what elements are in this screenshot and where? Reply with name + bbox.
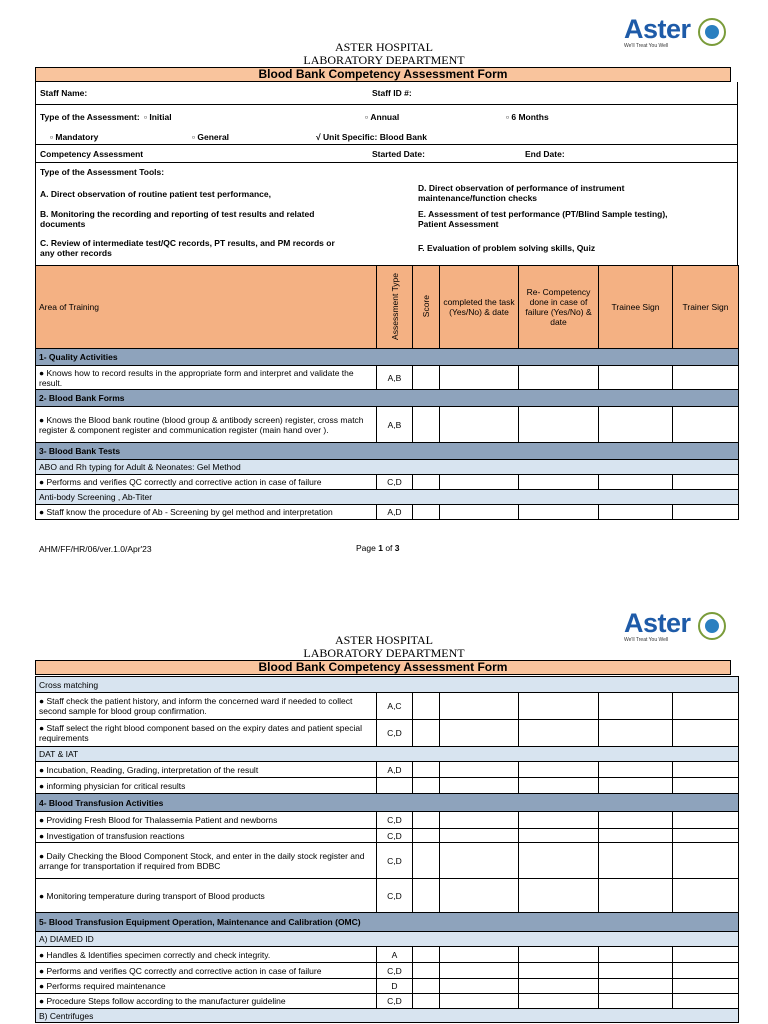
col-assessment-type: Assessment Type xyxy=(377,266,413,349)
logo-wordmark: Aster xyxy=(624,608,691,638)
tool-e: E. Assessment of test performance (PT/Blind Sample testing), Patient Assessment xyxy=(418,209,668,229)
tools-title: Type of the Assessment Tools: xyxy=(40,167,165,177)
form-title: Blood Bank Competency Assessment Form xyxy=(35,67,731,82)
table-row: ● Knows how to record results in the appropriate form and interpret and validate the result. A,B xyxy=(36,366,739,390)
logo-tagline: We'll Treat You Well xyxy=(624,637,669,643)
page-header xyxy=(0,41,768,67)
staff-name-label: Staff Name: xyxy=(40,88,88,98)
staff-info-block xyxy=(35,82,738,266)
section-heading: 4- Blood Transfusion Activities xyxy=(36,794,739,812)
assessment-table-page1 xyxy=(35,265,739,520)
tool-c: C. Review of intermediate test/QC records, PT results, and PM records or any other records xyxy=(40,238,335,258)
table-row: ● Staff select the right blood component based on the expiry dates and patient special requirements C,D xyxy=(36,720,739,747)
started-date-label: Started Date: xyxy=(372,149,425,159)
unit-specific: √ Unit Specific: Blood Bank xyxy=(316,132,427,142)
doc-code: AHM/FF/HR/06/ver.1.0/Apr'23 xyxy=(39,544,152,554)
table-row: ● Providing Fresh Blood for Thalassemia Patient and newborns C,D xyxy=(36,812,739,829)
tool-f: F. Evaluation of problem solving skills, Quiz xyxy=(418,243,596,253)
table-row: ● Procedure Steps follow according to the manufacturer guideline C,D xyxy=(36,994,739,1009)
subsection-heading: B) Centrifuges xyxy=(36,1009,739,1023)
table-row: ● Daily Checking the Blood Component Stock, and enter in the daily stock register and arrange for transportation if required from BDBC C,D xyxy=(36,843,739,879)
table-row: ● Staff check the patient history, and inform the concerned ward if needed to collect second sample for blood group confirmation. A,C xyxy=(36,693,739,720)
subsection-heading: Anti-body Screening , Ab-Titer xyxy=(36,490,739,505)
tool-d: D. Direct observation of performance of instrument maintenance/function checks xyxy=(418,183,625,203)
tool-b: B. Monitoring the recording and reporting of test results and related documents xyxy=(40,209,315,229)
logo-tagline: We'll Treat You Well xyxy=(624,43,669,49)
subsection-heading: ABO and Rh typing for Adult & Neonates: Gel Method xyxy=(36,460,739,475)
col-trainer-sign: Trainer Sign xyxy=(673,266,739,349)
page-number: Page 1 of 3 xyxy=(356,543,400,553)
section-heading: 2- Blood Bank Forms xyxy=(36,390,739,407)
col-completed: completed the task (Yes/No) & date xyxy=(440,266,519,349)
table-row: ● Staff know the procedure of Ab - Screening by gel method and interpretation A,D xyxy=(36,505,739,520)
table-row: ● Monitoring temperature during transport of Blood products C,D xyxy=(36,879,739,913)
section-heading: 3- Blood Bank Tests xyxy=(36,443,739,460)
col-area: Area of Training xyxy=(36,266,377,349)
tool-a: A. Direct observation of routine patient test performance, xyxy=(40,189,271,199)
checkbox-six-months[interactable]: ▫ 6 Months xyxy=(506,112,549,122)
col-trainee-sign: Trainee Sign xyxy=(599,266,673,349)
table-row: ● Performs required maintenance D xyxy=(36,979,739,994)
checkbox-mandatory[interactable]: ▫ Mandatory xyxy=(50,132,99,142)
staff-id-label: Staff ID #: xyxy=(372,88,412,98)
section-heading: 1- Quality Activities xyxy=(36,349,739,366)
logo-wordmark: Aster xyxy=(624,14,691,44)
competency-label: Competency Assessment xyxy=(40,149,144,159)
checkbox-general[interactable]: ▫ General xyxy=(192,132,230,142)
department-name: LABORATORY DEPARTMENT xyxy=(303,53,465,67)
assessment-table-page2 xyxy=(35,676,739,1023)
subsection-heading: A) DIAMED ID xyxy=(36,932,739,947)
form-title: Blood Bank Competency Assessment Form xyxy=(35,660,731,675)
table-row: ● Performs and verifies QC correctly and corrective action in case of failure C,D xyxy=(36,475,739,490)
table-row: ● Incubation, Reading, Grading, interpretation of the result A,D xyxy=(36,762,739,778)
hospital-name: ASTER HOSPITAL xyxy=(334,40,434,54)
checkbox-initial[interactable]: ▫ Initial xyxy=(144,112,172,122)
table-row: ● Knows the Blood bank routine (blood group & antibody screen) register, cross match register & component register and communication register (main hand over ). A,B xyxy=(36,407,739,443)
hospital-name: ASTER HOSPITAL xyxy=(334,633,434,647)
department-name: LABORATORY DEPARTMENT xyxy=(303,646,465,660)
table-row: ● Investigation of transfusion reactions C,D xyxy=(36,829,739,843)
subsection-heading: DAT & IAT xyxy=(36,747,739,762)
section-heading: 5- Blood Transfusion Equipment Operation, Maintenance and Calibration (OMC) xyxy=(36,913,739,932)
col-recompetency: Re- Competency done in case of failure (Yes/No) & date xyxy=(519,266,599,349)
table-row: ● Performs and verifies QC correctly and corrective action in case of failure C,D xyxy=(36,963,739,979)
page-header xyxy=(0,634,768,660)
end-date-label: End Date: xyxy=(525,149,565,159)
subsection-heading: Cross matching xyxy=(36,677,739,693)
col-score: Score xyxy=(413,266,440,349)
table-row: ● Handles & Identifies specimen correctly and check integrity. A xyxy=(36,947,739,963)
assessment-type-label: Type of the Assessment: xyxy=(40,112,140,122)
checkbox-annual[interactable]: ▫ Annual xyxy=(365,112,400,122)
table-row: ● informing physician for critical results xyxy=(36,778,739,794)
